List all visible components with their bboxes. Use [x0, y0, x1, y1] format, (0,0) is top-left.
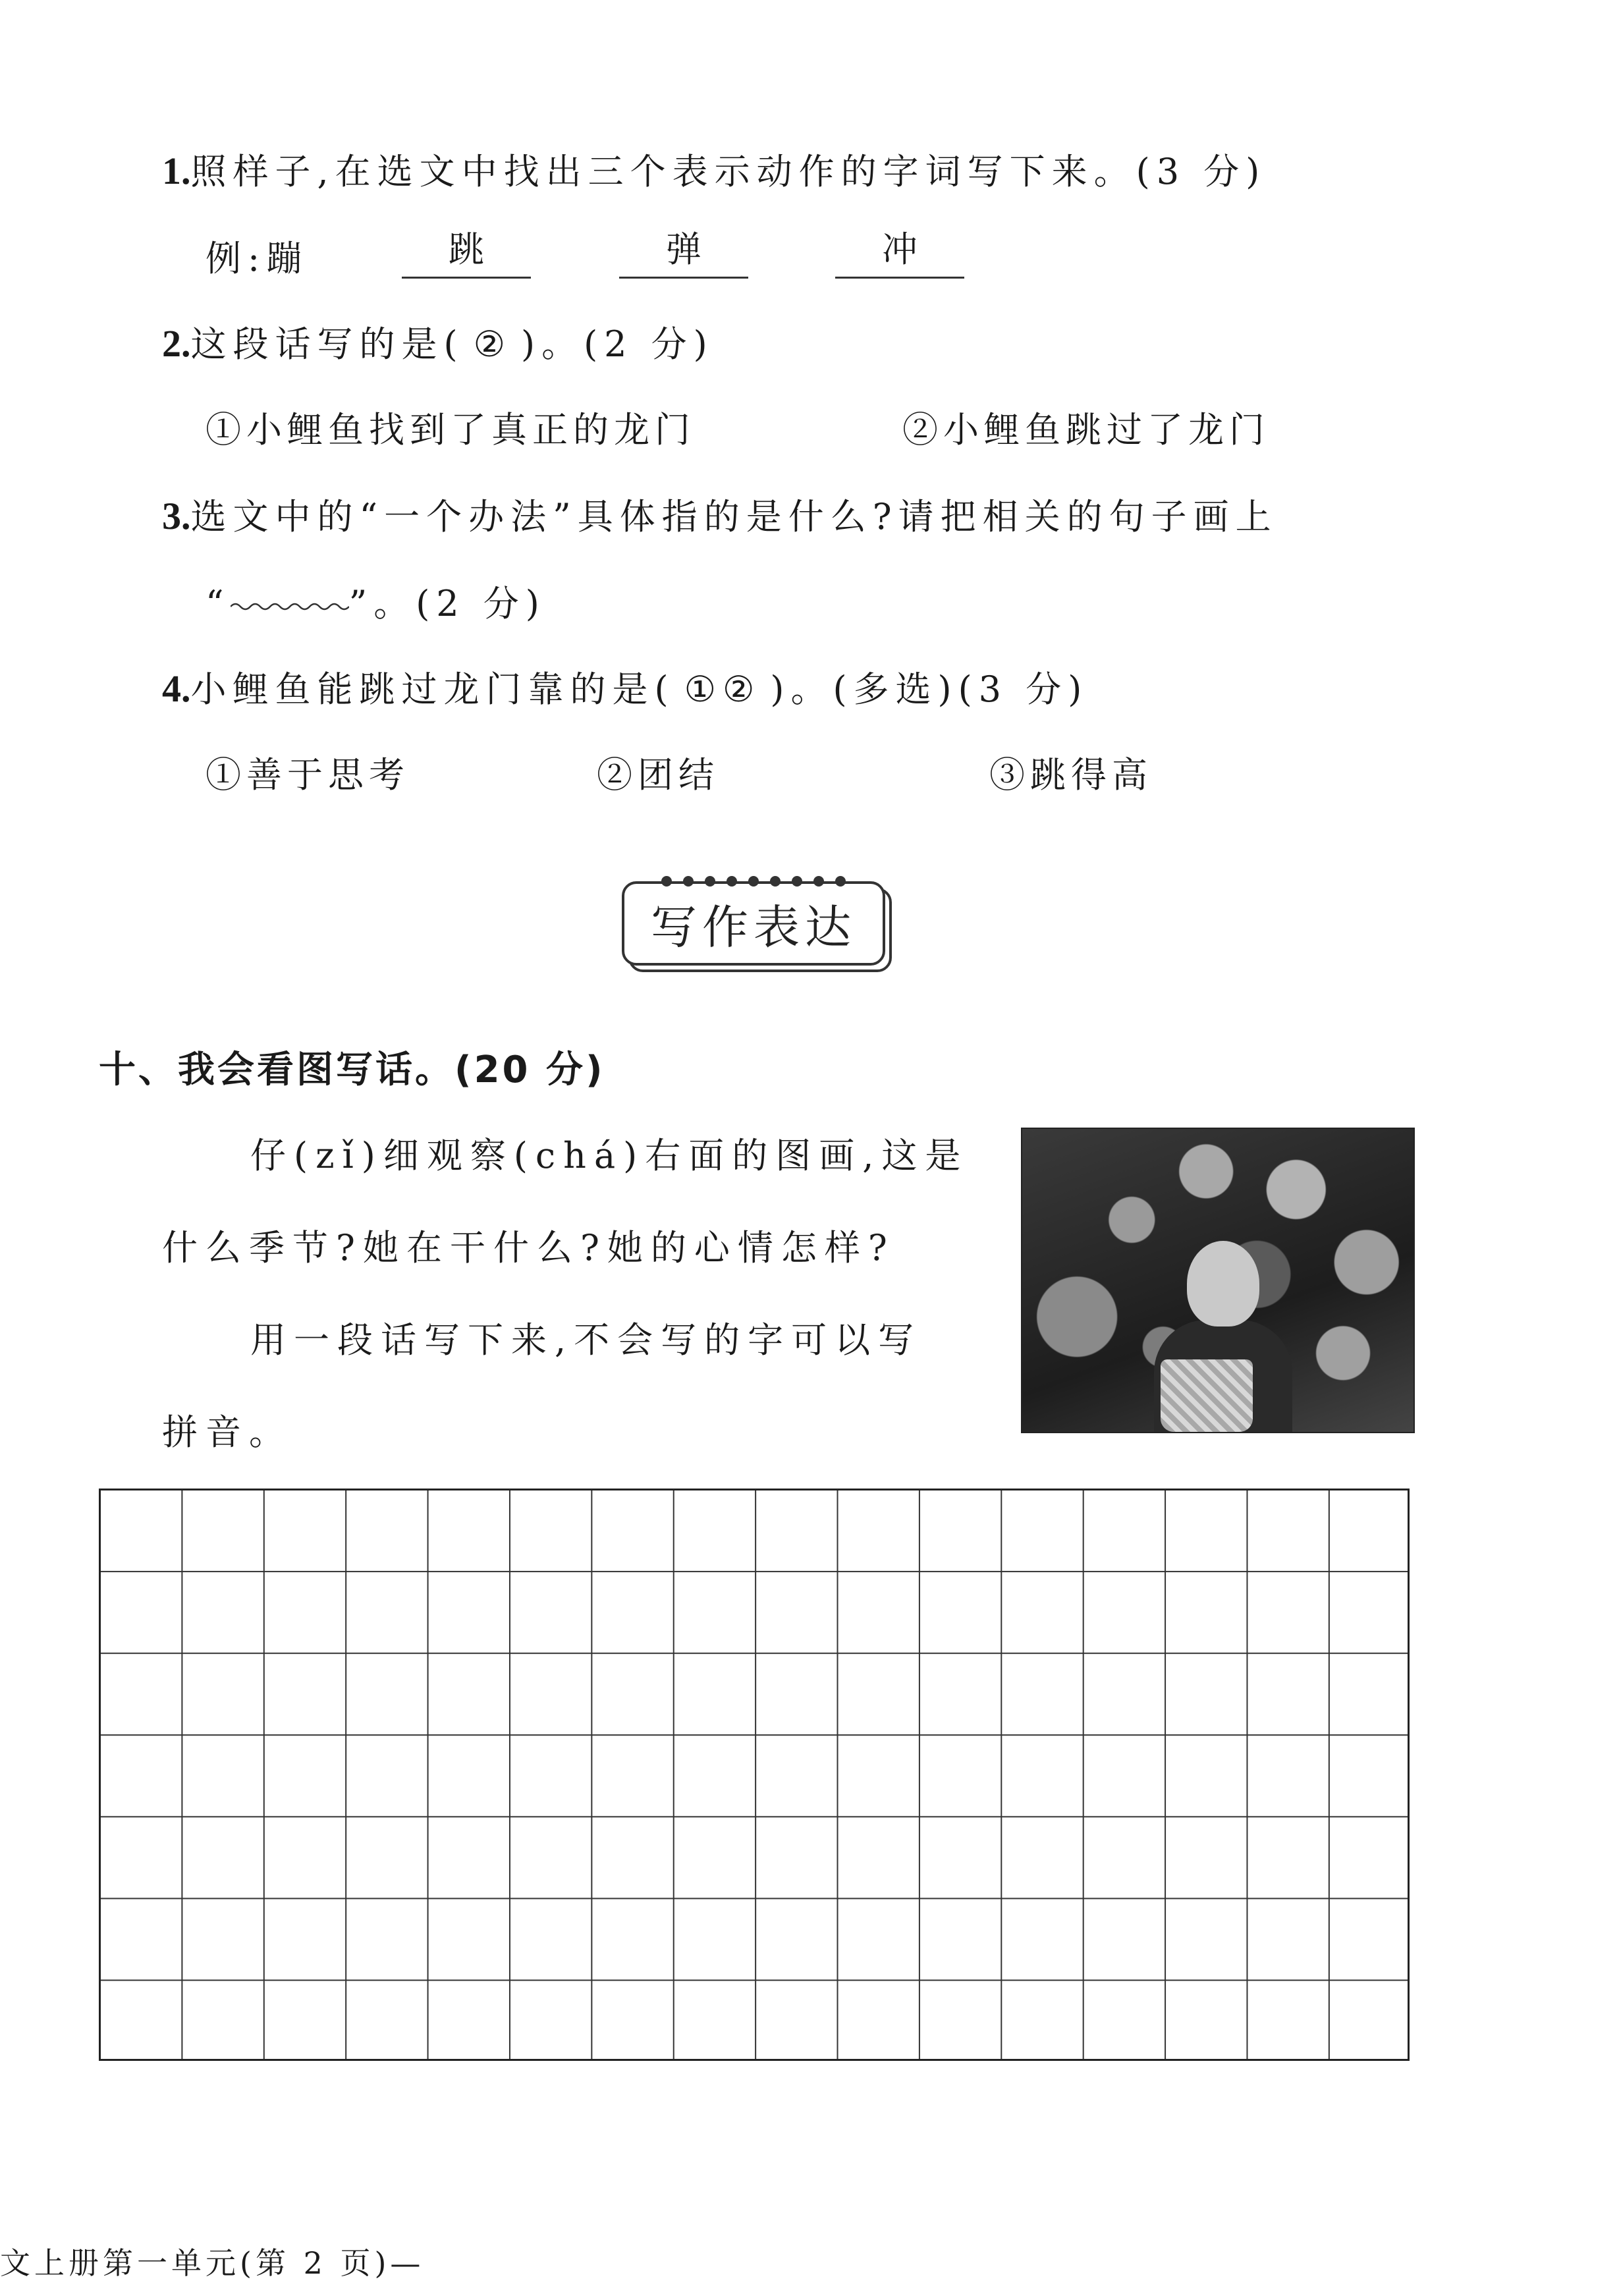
prompt-line-3: 用一段话写下来,不会写的字可以写 [250, 1319, 922, 1361]
question-3-line-2 [206, 576, 546, 626]
question-3-text: 选文中的“一个办法”具体指的是什么?请把相关的句子画上 [190, 496, 1278, 537]
q1-answer-2[interactable]: 弹 [619, 227, 748, 279]
question-1-text: 照样子,在选文中找出三个表示动作的字词写下来。(3 分) [190, 151, 1267, 192]
q2-option-2: ②小鲤鱼跳过了龙门 [902, 409, 1270, 451]
q1-answer-3[interactable]: 冲 [835, 227, 964, 279]
wavy-line-icon [231, 600, 349, 613]
question-4 [162, 661, 1088, 712]
q4-option-2: ②团结 [597, 754, 719, 796]
q3-close-quote: ”。(2 分) [348, 583, 546, 624]
q3-open-quote: “ [206, 583, 231, 624]
prompt-line-2: 什么季节?她在干什么?她的心情怎样? [162, 1227, 895, 1269]
question-2-number: 2. [162, 322, 191, 365]
question-4-number: 4. [162, 667, 191, 710]
orchard-photo [1021, 1128, 1415, 1433]
q1-answer-1[interactable]: 跳 [402, 227, 531, 279]
prompt-line-1: 仔(zǐ)细观察(chá)右面的图画,这是 [250, 1135, 969, 1176]
question-4-text-after: )。(多选)(3 分) [770, 669, 1089, 710]
question-4-answer[interactable]: ①② [684, 669, 761, 710]
section-badge-title: 写作表达 [622, 881, 885, 966]
q4-option-3: ③跳得高 [989, 754, 1153, 796]
person-face [1187, 1241, 1259, 1326]
question-4-text-before: 小鲤鱼能跳过龙门靠的是( [190, 669, 675, 710]
basket-icon [1161, 1359, 1253, 1432]
binder-rings-icon [661, 869, 846, 893]
question-3-number: 3. [162, 495, 191, 537]
q2-option-1: ①小鲤鱼找到了真正的龙门 [206, 409, 696, 451]
q4-option-1: ①善于思考 [206, 754, 410, 796]
question-2-answer[interactable]: ② [473, 323, 512, 365]
question-1 [162, 144, 1266, 194]
question-2-text-before: 这段话写的是( [190, 323, 464, 365]
writing-grid[interactable] [99, 1489, 1410, 2061]
question-2 [162, 316, 714, 367]
section-badge [622, 881, 885, 966]
question-1-number: 1. [162, 150, 191, 192]
section-10-heading: 十、我会看图写话。(20 分) [99, 1049, 605, 1091]
prompt-line-4: 拼音。 [162, 1411, 292, 1453]
question-3 [162, 489, 1278, 539]
question-2-text-after: )。(2 分) [521, 323, 714, 365]
q1-example-label: 例:蹦 [206, 238, 309, 279]
page-footer: 文上册第一单元(第 2 页)— [0, 2245, 425, 2281]
